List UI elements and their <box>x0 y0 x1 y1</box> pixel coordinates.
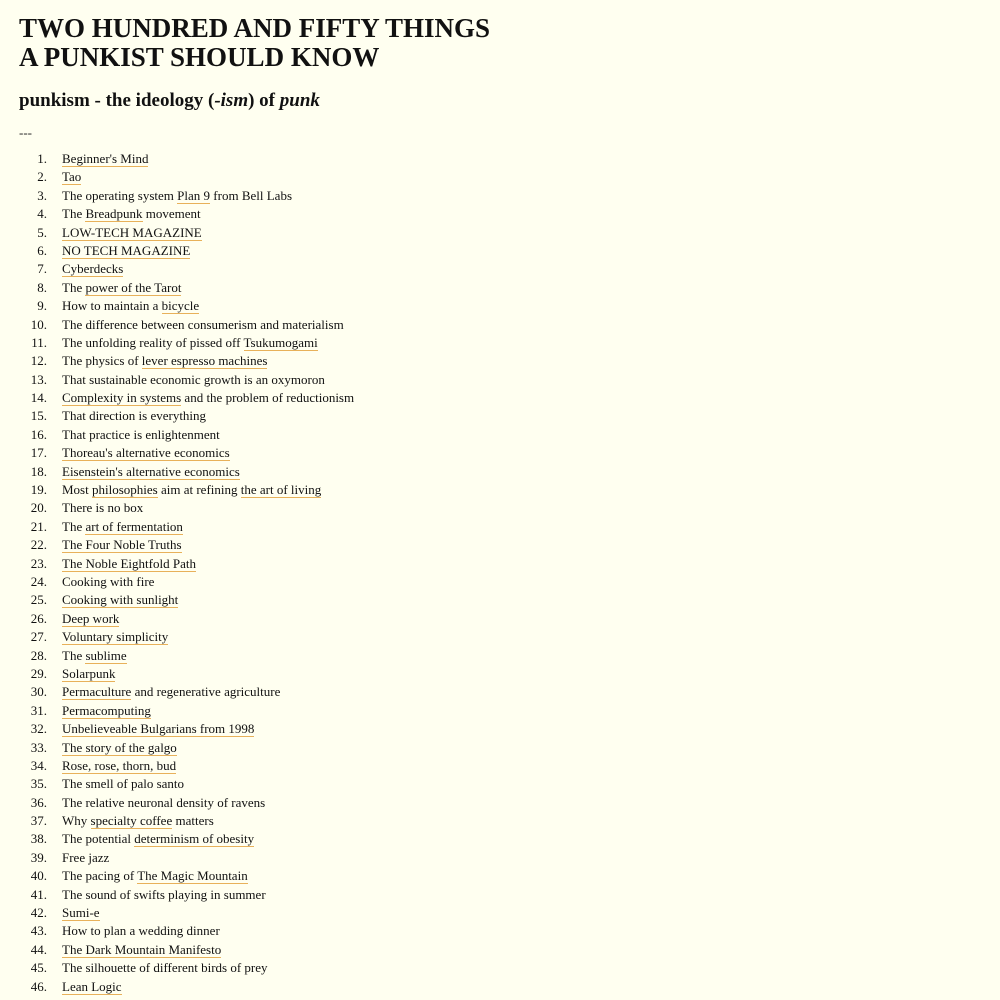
divider: --- <box>19 125 32 140</box>
list-item-text: and regenerative agriculture <box>131 684 281 700</box>
list-item-number: 44. <box>30 941 47 957</box>
list-item-link[interactable]: Deep work <box>62 610 120 626</box>
list-item <box>19 481 979 499</box>
list-item <box>19 904 979 922</box>
list-item <box>19 610 979 628</box>
list-item-text: That sustainable economic growth is an oxymoron <box>62 371 325 387</box>
list-item-number: 21. <box>30 518 47 534</box>
list-item-link[interactable]: Complexity in systems <box>62 390 182 406</box>
list-item <box>19 279 979 297</box>
subtitle-punk: punk <box>279 90 320 111</box>
list-item <box>19 260 979 278</box>
list-item-link[interactable]: The Noble Eightfold Path <box>62 555 196 571</box>
title-line-1: TWO HUNDRED AND FIFTY THINGS <box>19 13 491 43</box>
list-item-number: 14. <box>30 390 47 406</box>
list-item-number: 7. <box>37 261 47 277</box>
list-item <box>19 242 979 260</box>
list-item <box>19 683 979 701</box>
list-item-link[interactable]: determinism of obesity <box>134 831 255 847</box>
list-item-text: aim at refining <box>157 482 241 498</box>
list-item <box>19 794 979 812</box>
list-item <box>19 444 979 462</box>
list-item-link[interactable]: Cooking with sunlight <box>62 592 179 608</box>
list-item-number: 17. <box>30 445 47 461</box>
list-item <box>19 573 979 591</box>
list-item-text: The <box>62 647 86 663</box>
list-item-link[interactable]: the art of living <box>240 482 322 498</box>
list-item-text: The smell of palo santo <box>62 776 185 792</box>
list-item-number: 25. <box>30 592 47 608</box>
list-item-number: 37. <box>30 813 47 829</box>
list-item-link[interactable]: Unbelieveable Bulgarians from 1998 <box>62 721 255 737</box>
list-item-text: The operating system <box>62 187 178 203</box>
list-item-number: 33. <box>30 739 47 755</box>
page-title <box>19 14 979 72</box>
list-item-text: Most <box>62 482 92 498</box>
list-item <box>19 205 979 223</box>
list-item <box>19 334 979 352</box>
list-item-text: How to maintain a <box>62 298 162 314</box>
list-item-link[interactable]: Solarpunk <box>62 665 116 681</box>
subtitle-prefix: punkism - the ideology ( <box>19 90 215 111</box>
list-item <box>19 352 979 370</box>
list-item-number: 4. <box>37 206 47 222</box>
list-item-text: matters <box>172 813 214 829</box>
list-item-number: 41. <box>30 886 47 902</box>
list-item-number: 30. <box>30 684 47 700</box>
list-item-link[interactable]: The story of the galgo <box>62 739 177 755</box>
list-item-text: The <box>62 279 86 295</box>
list-item-link[interactable]: The Dark Mountain Manifesto <box>62 941 222 957</box>
list-item <box>19 499 979 517</box>
list-item-number: 9. <box>37 298 47 314</box>
list-item-link[interactable]: philosophies <box>91 482 158 498</box>
list-item-number: 39. <box>30 849 47 865</box>
list-item-link[interactable]: Thoreau's alternative economics <box>62 445 230 461</box>
list-item-number: 18. <box>30 463 47 479</box>
list-item-text: The pacing of <box>62 868 138 884</box>
list-item <box>19 720 979 738</box>
list-item-number: 40. <box>30 868 47 884</box>
list-item-number: 2. <box>37 169 47 185</box>
list-item <box>19 867 979 885</box>
list-item <box>19 555 979 573</box>
list-item-text: from Bell Labs <box>210 187 293 203</box>
list-item <box>19 978 979 996</box>
list-item-text: movement <box>142 206 201 222</box>
list-item-link[interactable]: power of the Tarot <box>85 279 182 295</box>
list-item-number: 43. <box>30 923 47 939</box>
list-item-number: 42. <box>30 905 47 921</box>
list-item <box>19 463 979 481</box>
subtitle-mid: ) of <box>248 90 280 111</box>
list-item <box>19 775 979 793</box>
list-item-number: 1. <box>37 151 47 166</box>
list-item <box>19 407 979 425</box>
list-item <box>19 150 979 168</box>
list-item <box>19 628 979 646</box>
list-item-text: The difference between consumerism and materialism <box>62 316 344 332</box>
list-item <box>19 757 979 775</box>
list-item-number: 15. <box>30 408 47 424</box>
list-item-number: 32. <box>30 721 47 737</box>
list-item-number: 20. <box>30 500 47 516</box>
list-item-number: 12. <box>30 353 47 369</box>
list-item <box>19 665 979 683</box>
list-item-number: 24. <box>30 573 47 589</box>
list-item-number: 45. <box>30 960 47 976</box>
list-item-number: 13. <box>30 371 47 387</box>
list-item-link[interactable]: Sumi-e <box>62 905 100 921</box>
list-item-number: 8. <box>37 279 47 295</box>
list-item <box>19 591 979 609</box>
list-item <box>19 886 979 904</box>
list-item-number: 10. <box>30 316 47 332</box>
list-item <box>19 922 979 940</box>
list-item-link[interactable]: specialty coffee <box>90 813 173 829</box>
list-item-number: 19. <box>30 482 47 498</box>
list-item-text: The physics of <box>62 353 142 369</box>
list-item-link[interactable]: Permaculture <box>62 684 132 700</box>
list-item-link[interactable]: Breadpunk <box>85 206 143 222</box>
list-item-number: 35. <box>30 776 47 792</box>
list-item-number: 27. <box>30 629 47 645</box>
list-item-number: 23. <box>30 555 47 571</box>
list-item-number: 3. <box>37 187 47 203</box>
list-item-link[interactable]: art of fermentation <box>85 518 183 534</box>
things-list <box>19 150 979 996</box>
list-item-text: The relative neuronal density of ravens <box>62 794 266 810</box>
list-item-number: 22. <box>30 537 47 553</box>
list-item <box>19 518 979 536</box>
list-item-number: 28. <box>30 647 47 663</box>
list-item-text: The <box>62 206 86 222</box>
list-item-link[interactable]: The Magic Mountain <box>137 868 248 884</box>
list-item-text: and the problem of reductionism <box>181 390 355 406</box>
list-item <box>19 389 979 407</box>
list-item-number: 36. <box>30 794 47 810</box>
list-item <box>19 224 979 242</box>
list-item-text: Cooking with fire <box>62 573 155 589</box>
list-item <box>19 316 979 334</box>
list-item <box>19 536 979 554</box>
list-item <box>19 959 979 977</box>
title-line-2: A PUNKIST SHOULD KNOW <box>19 42 380 72</box>
list-item-text: The silhouette of different birds of prey <box>62 960 268 976</box>
list-item-link[interactable]: Lean Logic <box>62 978 122 994</box>
list-item-link[interactable]: bicycle <box>161 298 200 314</box>
list-item-link[interactable]: sublime <box>85 647 127 663</box>
list-item-link[interactable]: Rose, rose, thorn, bud <box>62 757 177 773</box>
list-item-text: Free jazz <box>62 849 110 865</box>
list-item-number: 38. <box>30 831 47 847</box>
list-item-number: 26. <box>30 610 47 626</box>
list-item-link[interactable]: Tao <box>62 169 82 185</box>
list-item-link[interactable]: Voluntary simplicity <box>62 629 169 645</box>
list-item-number: 5. <box>37 224 47 240</box>
list-item <box>19 941 979 959</box>
list-item-text: How to plan a wedding dinner <box>62 923 220 939</box>
list-item-text: Why <box>62 813 91 829</box>
list-item-link[interactable]: The Four Noble Truths <box>62 537 182 553</box>
list-item <box>19 849 979 867</box>
list-item-number: 31. <box>30 702 47 718</box>
list-item-link[interactable]: Plan 9 <box>177 187 211 203</box>
list-item-number: 46. <box>30 978 47 994</box>
list-item-text: The sound of swifts playing in summer <box>62 886 266 902</box>
list-item <box>19 297 979 315</box>
page-subtitle <box>19 90 979 112</box>
list-item-link[interactable]: Tsukumogami <box>243 334 318 350</box>
list-item <box>19 426 979 444</box>
list-item-link[interactable]: Permacomputing <box>62 702 151 718</box>
list-item-number: 6. <box>37 242 47 258</box>
list-item-link[interactable]: Eisenstein's alternative economics <box>62 463 240 479</box>
list-item-number: 16. <box>30 426 47 442</box>
list-item-link[interactable]: Cyberdecks <box>62 261 124 277</box>
list-item <box>19 739 979 757</box>
list-item-link[interactable]: lever espresso machines <box>141 353 268 369</box>
list-item <box>19 647 979 665</box>
list-item <box>19 371 979 389</box>
list-item-text: The potential <box>62 831 135 847</box>
list-item-text: That practice is enlightenment <box>62 426 220 442</box>
list-item-number: 11. <box>31 334 47 350</box>
list-item-number: 34. <box>30 757 47 773</box>
list-item-link[interactable]: NO TECH MAGAZINE <box>62 242 191 258</box>
page-content <box>19 14 979 996</box>
list-item-text: That direction is everything <box>62 408 207 424</box>
list-item-text: There is no box <box>62 500 144 516</box>
list-item <box>19 187 979 205</box>
list-item-number: 29. <box>30 665 47 681</box>
list-item <box>19 702 979 720</box>
list-item <box>19 812 979 830</box>
list-item-text: The <box>62 518 86 534</box>
list-item <box>19 168 979 186</box>
subtitle-ism: -ism <box>214 90 249 111</box>
list-item <box>19 830 979 848</box>
list-item-text: The unfolding reality of pissed off <box>62 334 244 350</box>
list-item-link[interactable]: LOW-TECH MAGAZINE <box>62 224 202 240</box>
list-item-link[interactable]: Beginner's Mind <box>62 151 149 166</box>
